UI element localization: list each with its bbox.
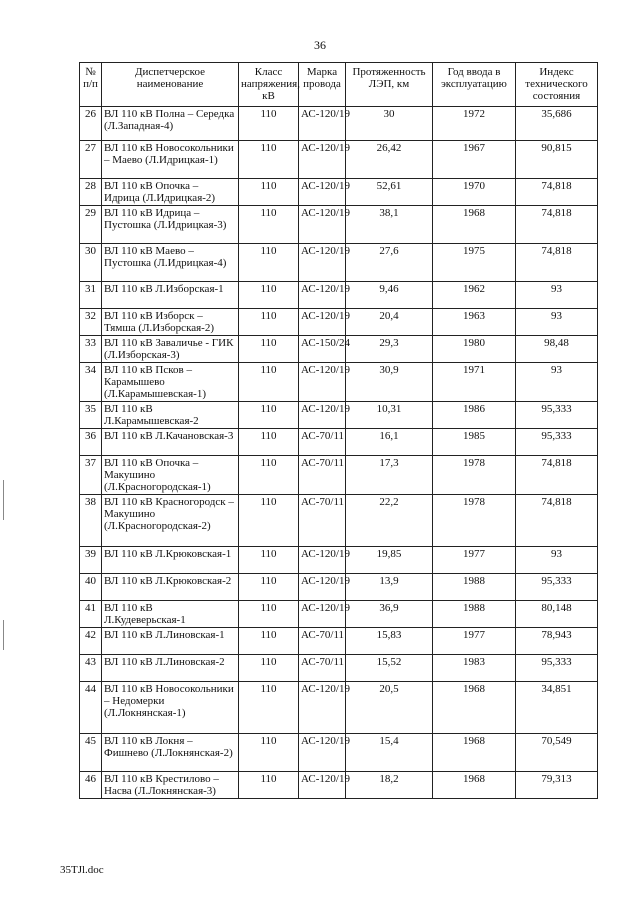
- cell-wire: АС-120/19: [299, 682, 346, 734]
- cell-index: 80,148: [516, 601, 598, 628]
- table-row: [80, 574, 598, 601]
- cell-name: ВЛ 110 кВ Заваличье - ГИК (Л.Изборская-3): [102, 336, 239, 363]
- cell-wire: АС-120/19: [299, 206, 346, 244]
- cell-num: 26: [80, 107, 102, 141]
- cell-length: 15,52: [346, 655, 433, 682]
- cell-voltage: 110: [239, 179, 299, 206]
- cell-name: ВЛ 110 кВ Л.Кудеверьская-1: [102, 601, 239, 628]
- table-row: [80, 363, 598, 402]
- cell-index: 78,943: [516, 628, 598, 655]
- cell-length: 20,5: [346, 682, 433, 734]
- cell-length: 19,85: [346, 547, 433, 574]
- table-row: [80, 456, 598, 495]
- cell-year: 1985: [433, 429, 516, 456]
- cell-voltage: 110: [239, 282, 299, 309]
- cell-name: ВЛ 110 кВ Л.Линовская-2: [102, 655, 239, 682]
- header-year: Год ввода в эксплуатацию: [433, 63, 516, 107]
- cell-wire: АС-120/19: [299, 601, 346, 628]
- cell-wire: АС-70/11: [299, 495, 346, 547]
- cell-index: 98,48: [516, 336, 598, 363]
- cell-wire: АС-120/19: [299, 244, 346, 282]
- cell-num: 37: [80, 456, 102, 495]
- cell-name: ВЛ 110 кВ Псков – Карамышево (Л.Карамышевская-1): [102, 363, 239, 402]
- table-row: [80, 141, 598, 179]
- cell-wire: АС-120/19: [299, 574, 346, 601]
- cell-index: 79,313: [516, 772, 598, 799]
- cell-length: 52,61: [346, 179, 433, 206]
- cell-num: 45: [80, 734, 102, 772]
- cell-wire: АС-120/19: [299, 772, 346, 799]
- cell-voltage: 110: [239, 429, 299, 456]
- cell-name: ВЛ 110 кВ Изборск – Тямша (Л.Изборская-2): [102, 309, 239, 336]
- cell-year: 1986: [433, 402, 516, 429]
- cell-name: ВЛ 110 кВ Идрица – Пустошка (Л.Идрицкая-3): [102, 206, 239, 244]
- cell-wire: АС-120/19: [299, 141, 346, 179]
- cell-num: 29: [80, 206, 102, 244]
- header-length: Протяженность ЛЭП, км: [346, 63, 433, 107]
- cell-num: 35: [80, 402, 102, 429]
- cell-length: 27,6: [346, 244, 433, 282]
- cell-year: 1977: [433, 628, 516, 655]
- cell-index: 93: [516, 547, 598, 574]
- cell-name: ВЛ 110 кВ Л.Крюковская-2: [102, 574, 239, 601]
- cell-length: 15,83: [346, 628, 433, 655]
- table-row: [80, 179, 598, 206]
- cell-year: 1978: [433, 456, 516, 495]
- cell-year: 1988: [433, 574, 516, 601]
- cell-voltage: 110: [239, 363, 299, 402]
- table-row: [80, 682, 598, 734]
- table-row: [80, 772, 598, 799]
- cell-num: 34: [80, 363, 102, 402]
- table-row: [80, 107, 598, 141]
- cell-num: 38: [80, 495, 102, 547]
- table-row: [80, 402, 598, 429]
- cell-num: 28: [80, 179, 102, 206]
- cell-length: 13,9: [346, 574, 433, 601]
- table-row: [80, 336, 598, 363]
- cell-year: 1980: [433, 336, 516, 363]
- cell-year: 1975: [433, 244, 516, 282]
- cell-year: 1968: [433, 206, 516, 244]
- cell-name: ВЛ 110 кВ Новосокольники – Недомерки (Л.Локнянская-1): [102, 682, 239, 734]
- cell-year: 1971: [433, 363, 516, 402]
- cell-length: 22,2: [346, 495, 433, 547]
- cell-name: ВЛ 110 кВ Л.Качановская-3: [102, 429, 239, 456]
- cell-length: 30,9: [346, 363, 433, 402]
- cell-year: 1962: [433, 282, 516, 309]
- cell-voltage: 110: [239, 734, 299, 772]
- cell-num: 32: [80, 309, 102, 336]
- cell-length: 16,1: [346, 429, 433, 456]
- cell-name: ВЛ 110 кВ Локня – Фишнево (Л.Локнянская-2): [102, 734, 239, 772]
- table-row: [80, 734, 598, 772]
- cell-year: 1988: [433, 601, 516, 628]
- cell-voltage: 110: [239, 772, 299, 799]
- cell-year: 1978: [433, 495, 516, 547]
- cell-length: 9,46: [346, 282, 433, 309]
- cell-voltage: 110: [239, 336, 299, 363]
- cell-num: 42: [80, 628, 102, 655]
- cell-voltage: 110: [239, 206, 299, 244]
- table-row: [80, 601, 598, 628]
- table-row: [80, 244, 598, 282]
- cell-year: 1977: [433, 547, 516, 574]
- cell-length: 15,4: [346, 734, 433, 772]
- cell-year: 1963: [433, 309, 516, 336]
- cell-index: 74,818: [516, 495, 598, 547]
- cell-year: 1972: [433, 107, 516, 141]
- cell-name: ВЛ 110 кВ Опочка – Макушино (Л.Красногородская-1): [102, 456, 239, 495]
- cell-wire: АС-120/19: [299, 309, 346, 336]
- cell-index: 74,818: [516, 456, 598, 495]
- cell-num: 33: [80, 336, 102, 363]
- table-row: [80, 429, 598, 456]
- cell-voltage: 110: [239, 107, 299, 141]
- cell-length: 30: [346, 107, 433, 141]
- cell-wire: АС-120/19: [299, 402, 346, 429]
- cell-name: ВЛ 110 кВ Опочка – Идрица (Л.Идрицкая-2): [102, 179, 239, 206]
- table-row: [80, 309, 598, 336]
- header-wire: Марка провода: [299, 63, 346, 107]
- cell-voltage: 110: [239, 456, 299, 495]
- cell-num: 46: [80, 772, 102, 799]
- table-row: [80, 206, 598, 244]
- cell-year: 1968: [433, 734, 516, 772]
- cell-voltage: 110: [239, 628, 299, 655]
- cell-length: 17,3: [346, 456, 433, 495]
- table-header-row: [80, 63, 598, 107]
- cell-wire: АС-120/19: [299, 547, 346, 574]
- cell-index: 95,333: [516, 402, 598, 429]
- cell-num: 39: [80, 547, 102, 574]
- cell-name: ВЛ 110 кВ Л.Изборская-1: [102, 282, 239, 309]
- page-number: 36: [314, 38, 326, 52]
- cell-wire: АС-70/11: [299, 628, 346, 655]
- footer-filename: 35TJl.doc: [60, 864, 104, 876]
- cell-index: 95,333: [516, 574, 598, 601]
- cell-wire: АС-120/19: [299, 363, 346, 402]
- cell-index: 95,333: [516, 655, 598, 682]
- cell-num: 27: [80, 141, 102, 179]
- cell-index: 74,818: [516, 206, 598, 244]
- cell-year: 1968: [433, 772, 516, 799]
- cell-voltage: 110: [239, 655, 299, 682]
- cell-index: 93: [516, 363, 598, 402]
- table-body: [80, 107, 598, 799]
- cell-wire: АС-150/24: [299, 336, 346, 363]
- cell-length: 29,3: [346, 336, 433, 363]
- cell-year: 1970: [433, 179, 516, 206]
- table-row: [80, 547, 598, 574]
- cell-voltage: 110: [239, 601, 299, 628]
- cell-year: 1983: [433, 655, 516, 682]
- header-name: Диспетчерское наименование: [102, 63, 239, 107]
- table-row: [80, 655, 598, 682]
- cell-index: 90,815: [516, 141, 598, 179]
- cell-num: 31: [80, 282, 102, 309]
- cell-num: 30: [80, 244, 102, 282]
- table-row: [80, 495, 598, 547]
- cell-wire: АС-120/19: [299, 179, 346, 206]
- cell-wire: АС-120/19: [299, 107, 346, 141]
- cell-voltage: 110: [239, 547, 299, 574]
- scan-edge-mark: [3, 620, 4, 650]
- cell-name: ВЛ 110 кВ Новосокольники – Маево (Л.Идрицкая-1): [102, 141, 239, 179]
- cell-wire: АС-70/11: [299, 429, 346, 456]
- table-row: [80, 282, 598, 309]
- cell-name: ВЛ 110 кВ Полна – Середка (Л.Западная-4): [102, 107, 239, 141]
- cell-wire: АС-70/11: [299, 456, 346, 495]
- header-voltage: Класс напряжения, кВ: [239, 63, 299, 107]
- cell-voltage: 110: [239, 309, 299, 336]
- cell-length: 38,1: [346, 206, 433, 244]
- cell-num: 44: [80, 682, 102, 734]
- cell-name: ВЛ 110 кВ Крестилово – Насва (Л.Локнянская-3): [102, 772, 239, 799]
- cell-voltage: 110: [239, 495, 299, 547]
- cell-wire: АС-120/19: [299, 282, 346, 309]
- cell-wire: АС-120/19: [299, 734, 346, 772]
- cell-name: ВЛ 110 кВ Л.Линовская-1: [102, 628, 239, 655]
- cell-index: 34,851: [516, 682, 598, 734]
- cell-voltage: 110: [239, 244, 299, 282]
- cell-voltage: 110: [239, 402, 299, 429]
- table-row: [80, 628, 598, 655]
- cell-index: 70,549: [516, 734, 598, 772]
- scan-edge-mark: [3, 480, 4, 520]
- cell-name: ВЛ 110 кВ Л.Карамышевская-2: [102, 402, 239, 429]
- cell-index: 74,818: [516, 244, 598, 282]
- cell-length: 10,31: [346, 402, 433, 429]
- cell-voltage: 110: [239, 141, 299, 179]
- cell-index: 93: [516, 309, 598, 336]
- cell-name: ВЛ 110 кВ Маево – Пустошка (Л.Идрицкая-4): [102, 244, 239, 282]
- cell-index: 93: [516, 282, 598, 309]
- cell-num: 41: [80, 601, 102, 628]
- cell-num: 36: [80, 429, 102, 456]
- cell-voltage: 110: [239, 574, 299, 601]
- header-index: Индекс технического состояния: [516, 63, 598, 107]
- cell-voltage: 110: [239, 682, 299, 734]
- cell-index: 74,818: [516, 179, 598, 206]
- cell-index: 95,333: [516, 429, 598, 456]
- cell-wire: АС-70/11: [299, 655, 346, 682]
- cell-year: 1967: [433, 141, 516, 179]
- cell-name: ВЛ 110 кВ Красногородск – Макушино (Л.Красногородская-2): [102, 495, 239, 547]
- cell-name: ВЛ 110 кВ Л.Крюковская-1: [102, 547, 239, 574]
- power-lines-table: [79, 62, 598, 799]
- cell-length: 26,42: [346, 141, 433, 179]
- cell-year: 1968: [433, 682, 516, 734]
- cell-length: 36,9: [346, 601, 433, 628]
- cell-num: 43: [80, 655, 102, 682]
- cell-length: 18,2: [346, 772, 433, 799]
- cell-length: 20,4: [346, 309, 433, 336]
- cell-index: 35,686: [516, 107, 598, 141]
- cell-num: 40: [80, 574, 102, 601]
- header-num: № п/п: [80, 63, 102, 107]
